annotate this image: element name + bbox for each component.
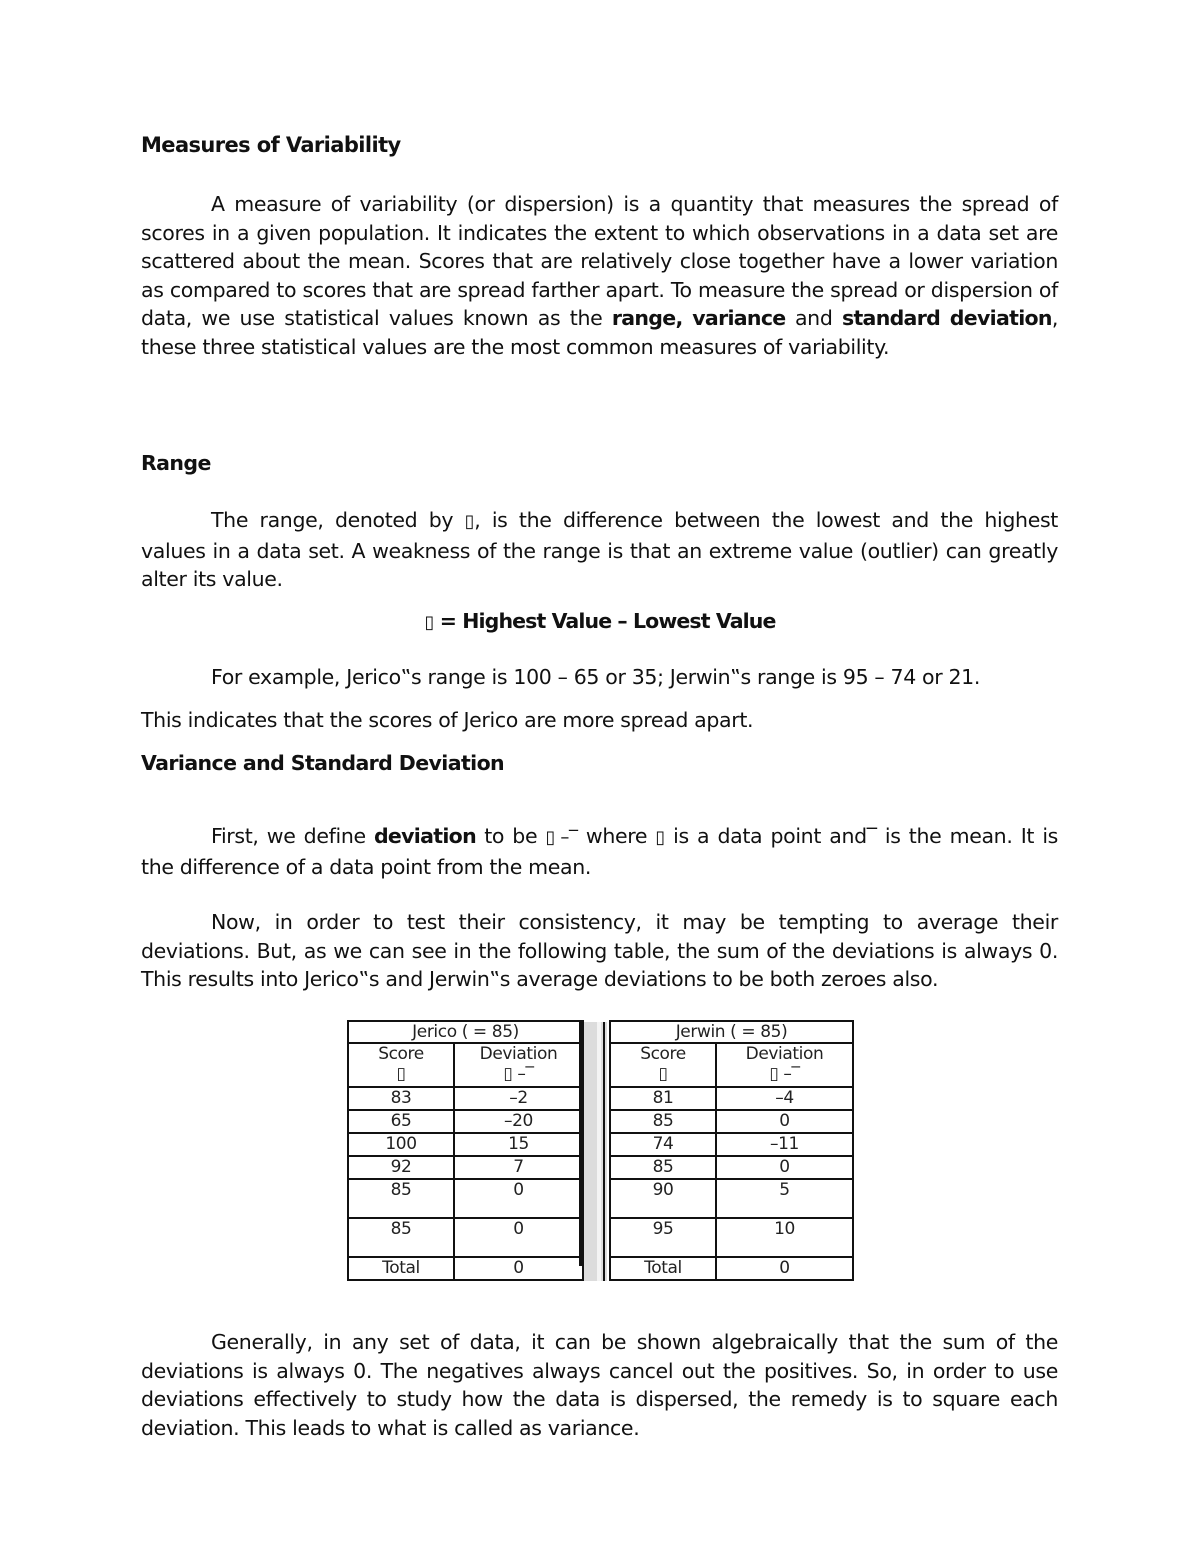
table-cell: 100 <box>348 1133 454 1156</box>
range-paragraph: The range, denoted by ▯, is the difference between the lowest and the highest values in a data set. A weakness of the range is that an extreme value (outlier) can greatly alter its value. <box>141 508 1058 592</box>
total-label: Total <box>348 1257 454 1280</box>
deviation-label: Deviation <box>479 1044 558 1064</box>
generally-paragraph: Generally, in any set of data, it can be shown algebraically that the sum of the deviations is always 0. The negatives always cancel out the positives. So, in order to use deviations effectively to study how the data is dispersed, the remedy is to square each deviation. This leads to what is called as variance. <box>141 1330 1058 1440</box>
jerico-total: 0 <box>454 1257 583 1280</box>
score-symbol: ▯ <box>396 1064 406 1084</box>
table-cell: 65 <box>348 1110 454 1133</box>
table-cell: 90 <box>610 1179 716 1218</box>
range-example: For example, Jerico‟s range is 100 – 65 or 35; Jerwin‟s range is 95 – 74 or 21. <box>211 665 981 689</box>
table-cell: 92 <box>348 1156 454 1179</box>
deviation-paragraph: First, we define deviation to be ▯ –‾ where ▯ is a data point and‾ is the mean. It is the difference of a data point from the mean. <box>141 824 1059 879</box>
table-cell: 0 <box>716 1110 853 1133</box>
jerico-deviation-header <box>454 1043 583 1087</box>
table-cell: –11 <box>716 1133 853 1156</box>
consistency-paragraph: Now, in order to test their consistency, it may be tempting to average their deviations. But, as we can see in the following table, the sum of the deviations is always 0. This results into Jerico‟s and Jerwin‟s average deviations to be both zeroes also. <box>141 910 1058 992</box>
table-gutter-border-right <box>603 1022 605 1281</box>
range-conclusion: This indicates that the scores of Jerico are more spread apart. <box>141 708 754 732</box>
score-symbol: ▯ <box>658 1064 668 1084</box>
table-cell: 85 <box>610 1156 716 1179</box>
table-cell: –20 <box>454 1110 583 1133</box>
table-cell: 15 <box>454 1133 583 1156</box>
table-cell: –4 <box>716 1087 853 1110</box>
table-cell: 95 <box>610 1218 716 1257</box>
jerwin-table <box>609 1020 854 1281</box>
deviation-label: Deviation <box>745 1044 824 1064</box>
table-cell: 10 <box>716 1218 853 1257</box>
jerwin-total: 0 <box>716 1257 853 1280</box>
table-cell: –2 <box>454 1087 583 1110</box>
score-label: Score <box>640 1044 686 1064</box>
table-cell: 5 <box>716 1179 853 1218</box>
variance-heading: Variance and Standard Deviation <box>141 751 505 775</box>
intro-paragraph: A measure of variability (or dispersion) is a quantity that measures the spread of scores in a given population. It indicates the extent to which observations in a data set are scattered about the mean. Scores that are relatively close together have a lower variation as compared to scores that are spread farther apart. To measure the spread or dispersion of data, we use statistical values known as the range, variance and standard deviation, these three statistical values are the most common measures of variability. <box>141 192 1058 359</box>
deviation-symbol: ▯ –‾ <box>769 1064 800 1084</box>
deviation-table <box>347 1020 854 1283</box>
table-cell: 0 <box>716 1156 853 1179</box>
page-title: Measures of Variability <box>141 133 401 157</box>
table-cell: 74 <box>610 1133 716 1156</box>
jerico-header: Jerico ( = 85) <box>348 1021 583 1043</box>
deviation-expression: ▯ –‾ <box>545 827 578 848</box>
range-heading: Range <box>141 451 211 475</box>
table-cell: 85 <box>610 1110 716 1133</box>
table-cell: 7 <box>454 1156 583 1179</box>
table-cell: 0 <box>454 1179 583 1218</box>
jerwin-deviation-header <box>716 1043 853 1087</box>
jerico-table <box>347 1020 584 1281</box>
deviation-symbol: ▯ –‾ <box>503 1064 534 1084</box>
table-cell: 81 <box>610 1087 716 1110</box>
jerwin-header: Jerwin ( = 85) <box>610 1021 853 1043</box>
jerwin-score-header <box>610 1043 716 1087</box>
total-label: Total <box>610 1257 716 1280</box>
table-cell: 83 <box>348 1087 454 1110</box>
range-formula: ▯ = Highest Value – Lowest Value <box>424 609 776 633</box>
score-label: Score <box>378 1044 424 1064</box>
table-cell: 0 <box>454 1218 583 1257</box>
jerico-score-header <box>348 1043 454 1087</box>
table-cell: 85 <box>348 1218 454 1257</box>
table-cell: 85 <box>348 1179 454 1218</box>
range-symbol: ▯ <box>464 511 475 532</box>
table-gutter-highlight <box>597 1022 601 1281</box>
